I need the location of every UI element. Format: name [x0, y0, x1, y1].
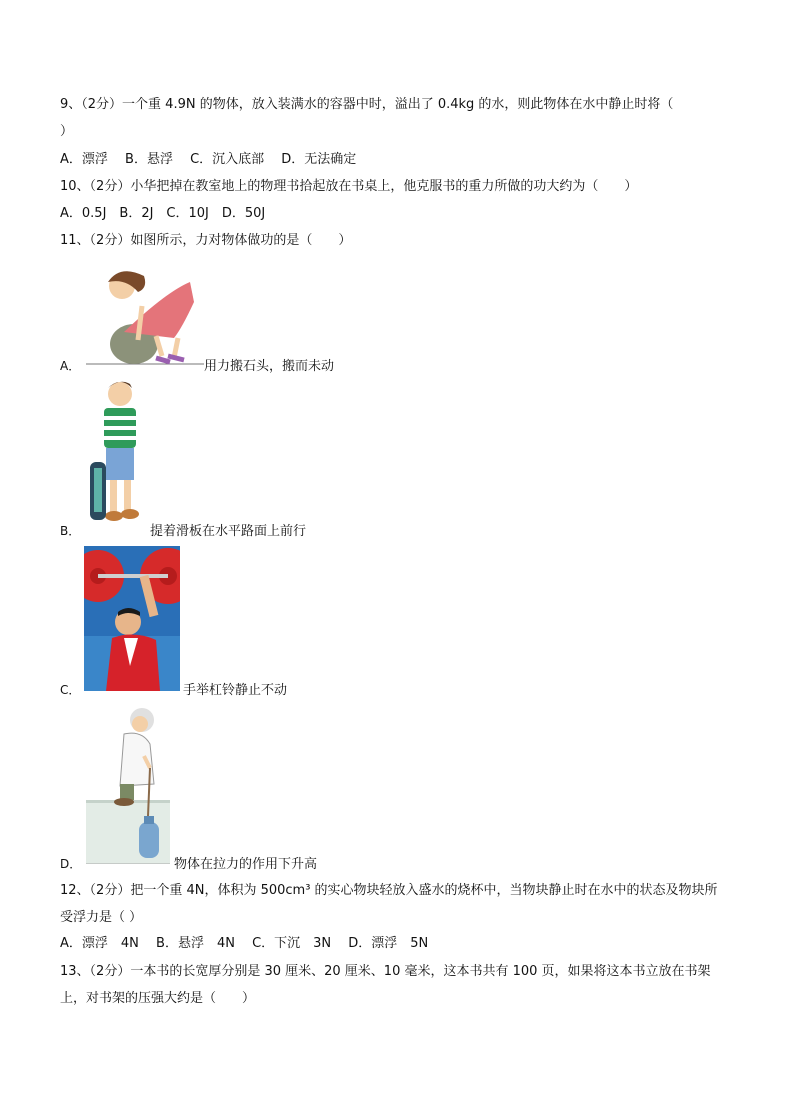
q10-options: A．0.5J B．2J C．10J D．50J	[60, 206, 266, 221]
weightlifter-icon	[84, 546, 180, 691]
man-lifting-bottle-icon	[84, 704, 172, 864]
q11-option-b-caption: 提着滑板在水平路面上前行	[150, 524, 307, 539]
q12-options: A．漂浮 4N B．悬浮 4N C．下沉 3N D．漂浮 5N	[60, 936, 429, 951]
q9-stem-close: ）	[60, 124, 74, 139]
q12-stem: 12、（2分）把一个重 4N，体积为 500cm³ 的实心物块轻放入盛水的烧杯中，当物块静止时在水中的状态及物块所受浮力是（ ）	[60, 883, 718, 925]
q11-stem: 11、（2分）如图所示，力对物体做功的是（ ）	[60, 233, 352, 248]
q11-option-d-label: D．	[60, 857, 82, 871]
q11-option-d-caption: 物体在拉力的作用下升高	[174, 857, 318, 872]
q9-stem: 9、（2分）一个重 4.9N 的物体，放入装满水的容器中时，溢出了 0.4kg 的水，则此物体在水中静止时将（	[60, 97, 674, 112]
q13-stem: 13、（2分）一本书的长宽厚分别是 30 厘米、20 厘米、10 毫米，这本书共有 100 页，如果将这本书立放在书架上，对书架的压强大约是（ ）	[60, 964, 711, 1006]
q11-option-c-caption: 手举杠铃静止不动	[183, 683, 288, 698]
q9-options: A．漂浮 B．悬浮 C．沉入底部 D．无法确定	[60, 152, 357, 167]
girl-pushing-rock-icon	[86, 262, 204, 366]
boy-carrying-skateboard-icon	[86, 378, 150, 530]
q11-option-b-label: B．	[60, 524, 81, 538]
q11-option-c-label: C．	[60, 683, 81, 697]
q11-option-a-label: A．	[60, 359, 81, 373]
q10-stem: 10、（2分）小华把掉在教室地上的物理书拾起放在书桌上，他克服书的重力所做的功大约为（ ）	[60, 179, 638, 194]
q11-option-a-caption: 用力搬石头，搬而未动	[204, 359, 335, 374]
